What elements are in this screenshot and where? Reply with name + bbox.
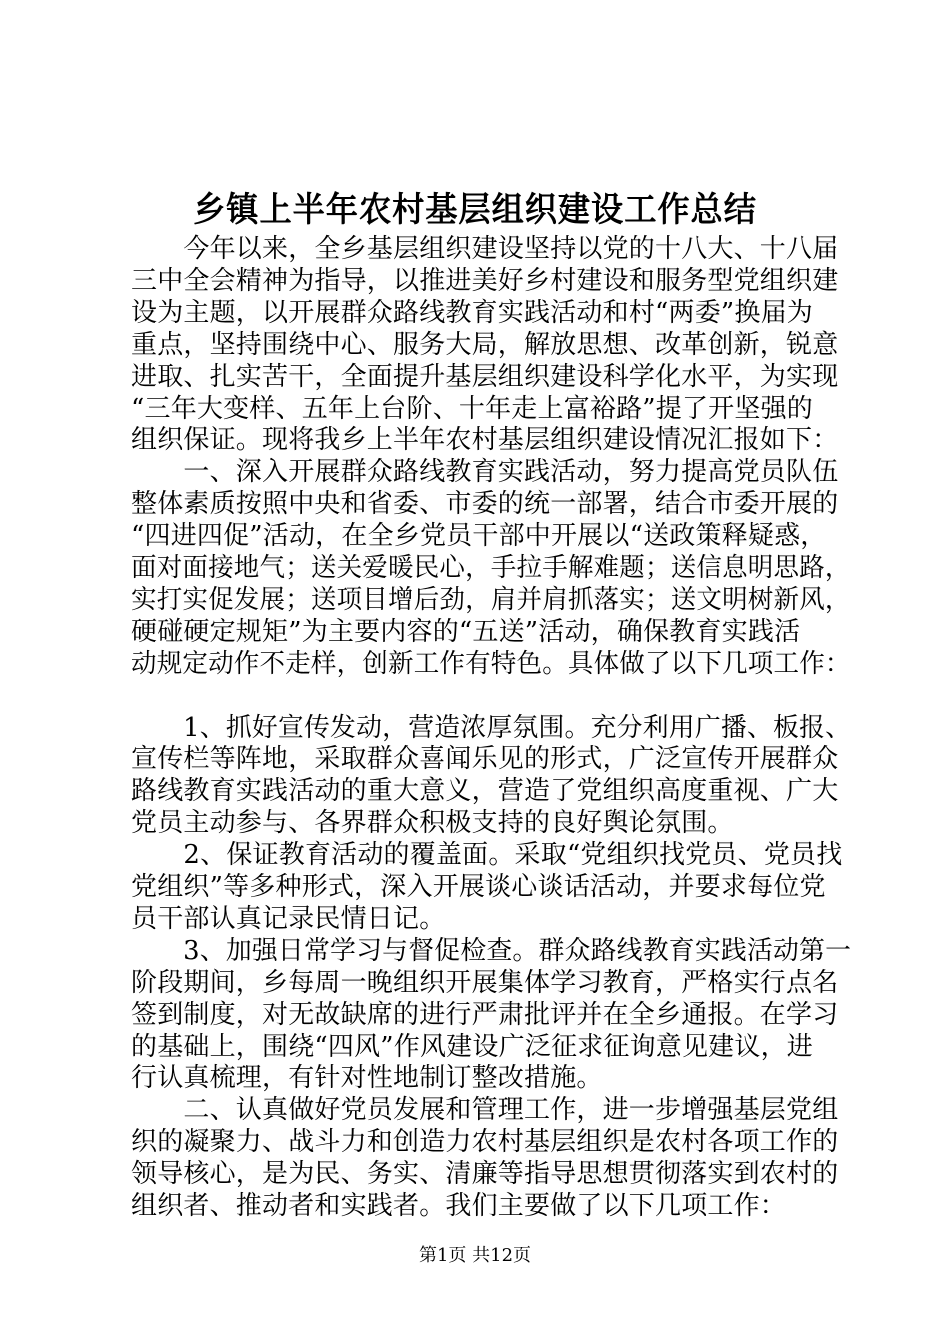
text-line: 整体素质按照中央和省委、市委的统一部署，结合市委开展的 [131,489,839,520]
text-line: 重点，坚持围绕中心、服务大局，解放思想、改革创新，锐意 [131,329,839,360]
text-line: 领导核心，是为民、务实、清廉等指导思想贯彻落实到农村的 [131,1159,839,1190]
text-line: 进取、扎实苦干，全面提升基层组织建设科学化水平，为实现 [131,361,839,392]
text-line: 行认真梳理，有针对性地制订整改措施。 [131,1063,603,1094]
text-line: 二、认真做好党员发展和管理工作，进一步增强基层党组 [131,1095,839,1126]
text-line: 3、加强日常学习与督促检查。群众路线教育实践活动第一 [131,935,852,966]
text-line: 2、保证教育活动的覆盖面。采取“党组织找党员、党员找 [131,840,843,871]
text-line: 阶段期间，乡每周一晚组织开展集体学习教育，严格实行点名 [131,967,839,998]
text-line: 面对面接地气；送关爱暖民心，手拉手解难题；送信息明思路， [131,553,851,583]
text-line: 签到制度，对无故缺席的进行严肃批评并在全乡通报。在学习 [131,999,839,1030]
text-line: 党组织”等多种形式，深入开展谈心谈话活动，并要求每位党 [131,872,826,902]
text-line: 实打实促发展；送项目增后劲，肩并肩抓落实；送文明树新风， [131,584,851,615]
text-line: 动规定动作不走样，创新工作有特色。具体做了以下几项工作： [131,648,851,679]
text-line: 一、深入开展群众路线教育实践活动，努力提高党员队伍 [131,457,839,488]
text-line: “三年大变样、五年上台阶、十年走上富裕路”提了开坚强的 [131,393,813,424]
text-line: 三中全会精神为指导，以推进美好乡村建设和服务型党组织建 [131,265,839,296]
page-footer: 第1页 共12页 [418,1245,532,1266]
text-line: 的基础上，围绕“四风”作风建设广泛征求征询意见建议，进 [131,1031,813,1062]
text-line: 组织者、推动者和实践者。我们主要做了以下几项工作： [131,1191,787,1221]
text-line: 组织保证。现将我乡上半年农村基层组织建设情况汇报如下： [131,425,839,456]
text-line: 员干部认真记录民情日记。 [131,903,446,934]
text-line: 今年以来，全乡基层组织建设坚持以党的十八大、十八届 [131,234,839,264]
text-line: “四进四促”活动，在全乡党员干部中开展以“送政策释疑惑， [131,521,827,552]
text-line: 党员主动参与、各界群众积极支持的良好舆论氛围。 [131,808,734,839]
text-line: 1、抓好宣传发动，营造浓厚氛围。充分利用广播、板报、 [131,712,852,743]
text-line: 路线教育实践活动的重大意义，营造了党组织高度重视、广大 [131,776,839,807]
document-title: 乡镇上半年农村基层组织建设工作总结 [193,190,757,230]
text-line: 硬碰硬定规矩”为主要内容的“五送”活动，确保教育实践活 [131,616,801,647]
text-line: 织的凝聚力、战斗力和创造力农村基层组织是农村各项工作的 [131,1127,839,1158]
text-line: 设为主题，以开展群众路线教育实践活动和村“两委”换届为 [131,297,813,328]
text-line: 宣传栏等阵地，采取群众喜闻乐见的形式，广泛宣传开展群众 [131,744,839,775]
